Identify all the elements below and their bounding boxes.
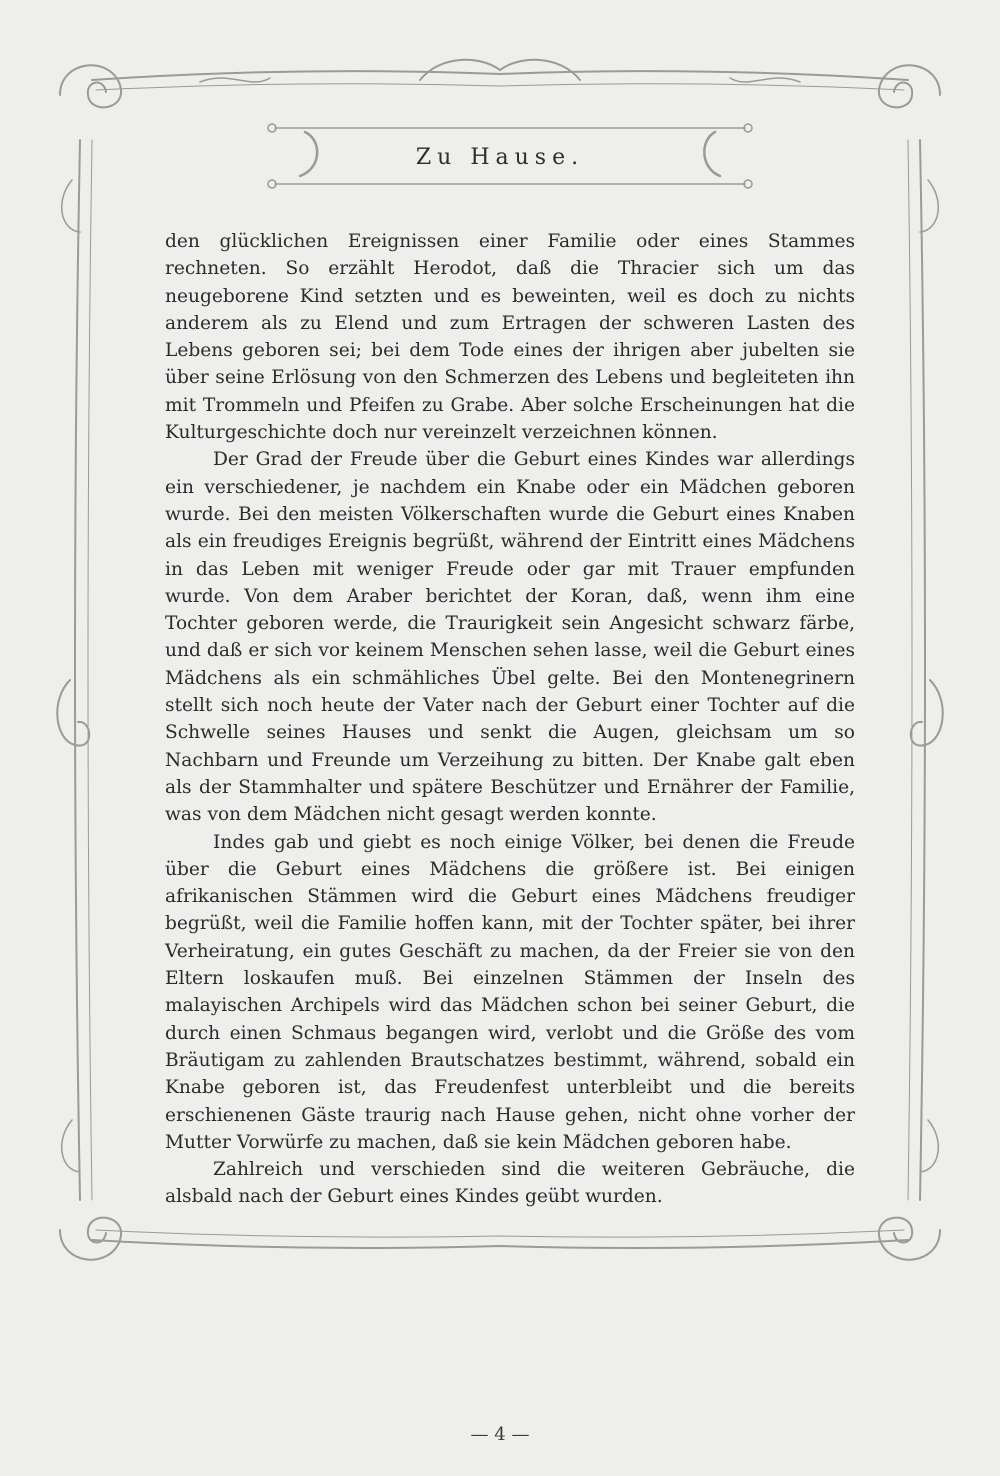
page-title: Zu Hause. bbox=[415, 145, 585, 170]
body-text bbox=[165, 228, 855, 1211]
paragraph: Zahlreich und verschieden sind die weiteren Gebräuche, die alsbald nach der Geburt eines Kindes geübt wurden. bbox=[165, 1159, 855, 1208]
paragraph: Der Grad der Freude über die Geburt eines Kindes war allerdings ein verschiedener, je nachdem ein Knabe oder ein Mädchen geboren wurde. Bei den meisten Völkerschaften wurde die Geburt eines Knaben als ein freudiges Ereignis begrüßt, während der Eintritt eines Mädchens in das Leben mit weniger Freude oder gar mit Trauer empfunden wurde. Von dem Araber berichtet der Koran, daß, wenn ihm eine Tochter geboren werde, die Traurigkeit sein Angesicht schwarz färbe, und daß er sich vor keinem Menschen sehen lasse, weil die Geburt eines Mädchens als ein schmähliches Übel gelte. Bei den Montenegrinern stellt sich noch heute der Vater nach der Geburt einer Tochter auf die Schwelle seines Hauses und senkt die Augen, gleichsam um so Nachbarn und Freunde um Verzeihung zu bitten. Der Knabe galt eben als der Stammhalter und spätere Beschützer und Ernährer der Familie, was von dem Mädchen nicht gesagt werden konnte. bbox=[165, 449, 855, 826]
paragraph: Indes gab und giebt es noch einige Völker, bei denen die Freude über die Geburt eines Mädchens die größere ist. Bei einigen afrikanischen Stämmen wird die Geburt eines Mädchens freudiger begrüßt, weil die Familie hoffen kann, mit der Tochter später, bei ihrer Verheiratung, ein gutes Geschäft zu machen, da der Freier sie von den Eltern loskaufen muß. Bei einzelnen Stämmen der Inseln des malayischen Archipels wird das Mädchen schon bei seiner Geburt, die durch einen Schmaus begangen wird, verlobt und die Größe des vom Bräutigam zu zahlenden Brautschatzes bestimmt, während, sobald ein Knabe geboren ist, das Freudenfest unterbleibt und die bereits erschienenen Gäste traurig nach Hause gehen, nicht ohne vorher der Mutter Vorwürfe zu machen, daß sie kein Mädchen geboren habe. bbox=[165, 831, 855, 1153]
running-header bbox=[300, 138, 700, 178]
page-number: — 4 — bbox=[470, 1424, 530, 1445]
paragraph: den glücklichen Ereignissen einer Familie oder eines Stammes rechneten. So erzählt Herodot, daß die Thracier sich um das neugeborene Kind setzten und es beweinten, weil es doch zu nichts anderem als zu Elend und zum Ertragen der schweren Lasten des Lebens geboren sei; bei dem Tode eines der ihrigen aber jubelten sie über seine Erlösung von den Schmerzen des Lebens und begleiteten ihn mit Trommeln und Pfeifen zu Grabe. Aber solche Erscheinungen hat die Kulturgeschichte doch nur vereinzelt verzeichnen können. bbox=[165, 231, 855, 444]
